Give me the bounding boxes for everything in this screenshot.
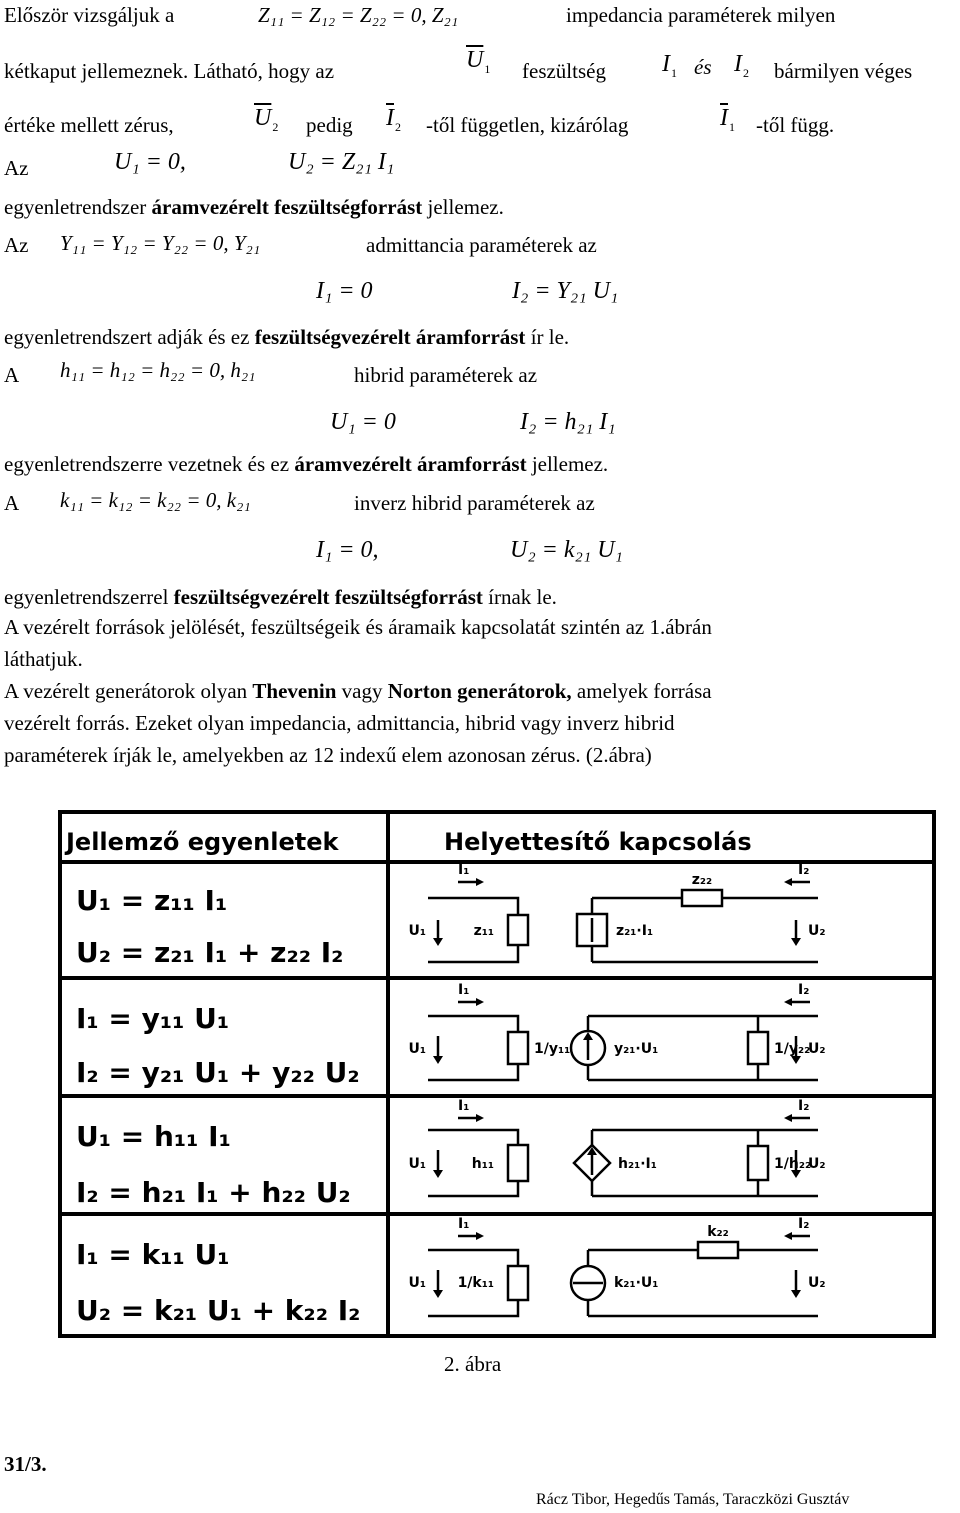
p1-equation-a: U₁ = 0, — [114, 149, 186, 175]
row-k-source-label: k₂₁·U₁ — [614, 1275, 659, 1291]
p3-equation-a: U₁ = 0 — [330, 409, 396, 435]
row-y-v2: U₂ — [808, 1041, 826, 1057]
figure-row-z — [76, 862, 826, 969]
p6-line1 — [4, 679, 712, 703]
equivalent-circuit-figure — [58, 810, 936, 1338]
p3-math: h₁₁ = h₁₂ = h₂₂ = 0, h₂₁ — [60, 358, 256, 382]
row-h-right-label: 1/h₂₂ — [774, 1156, 812, 1172]
p1-pedig: pedig — [306, 113, 353, 137]
p1-i2b-symbol: $\overline{I}_2$ — [386, 105, 401, 134]
row-z-left-label: z₁₁ — [473, 923, 494, 939]
row-y-source-label: y₂₁·U₁ — [614, 1041, 659, 1057]
p1-line1-prefix: Először vizsgáljuk a — [4, 3, 175, 27]
row-z-v1: U₁ — [408, 923, 426, 939]
row-z-source-label: z₂₁·I₁ — [616, 923, 654, 939]
p1-line1-math: Z₁₁ = Z₁₂ = Z₂₂ = 0, Z₂₁ — [258, 3, 459, 27]
row-k-eq1: I₁ = k₁₁ U₁ — [76, 1238, 230, 1271]
row-h-v1: U₁ — [408, 1156, 426, 1172]
row-y-i2: I₂ — [798, 982, 810, 998]
row-h-v2: U₂ — [808, 1156, 826, 1172]
row-k-i2: I₂ — [798, 1216, 810, 1232]
row-y-right-label: 1/y₂₂ — [774, 1041, 811, 1057]
row-y-i1: I₁ — [458, 982, 470, 998]
row-k-i1: I₁ — [458, 1216, 470, 1232]
p2-equation-a: I₁ = 0 — [316, 278, 373, 304]
p1-i1-symbol: $I_1$ — [662, 51, 677, 80]
p3-equation-b: I₂ = h₂₁ I₁ — [520, 409, 616, 435]
p6-thevenin: Thevenin — [252, 679, 337, 703]
row-z-eq1: U₁ = z₁₁ I₁ — [76, 884, 228, 917]
p6-line3: paraméterek írják le, amelyekben az 12 indexű elem azonosan zérus. (2.ábra) — [4, 743, 652, 767]
p4-conclusion-post: írnak le. — [488, 585, 557, 609]
figure-row-h — [76, 1098, 826, 1209]
row-y-eq2: I₂ = y₂₁ U₁ + y₂₂ U₂ — [76, 1056, 360, 1089]
row-h-eq2: I₂ = h₂₁ I₁ + h₂₂ U₂ — [76, 1176, 351, 1209]
p2-conclusion-post: ír le. — [530, 325, 570, 349]
p2-az: Az — [4, 233, 29, 257]
row-h-i2: I₂ — [798, 1098, 810, 1114]
row-h-i1: I₁ — [458, 1098, 470, 1114]
figure-left-header: Jellemző egyenletek — [66, 828, 339, 856]
row-k-v2: U₂ — [808, 1275, 826, 1291]
p3-conclusion-post: jellemez. — [531, 452, 609, 476]
p4-equation-a: I₁ = 0, — [316, 537, 379, 563]
figure-row-k — [76, 1216, 826, 1327]
p1-line2-prefix: kétkaput jellemeznek. Látható, hogy az — [4, 59, 335, 83]
p6-line2: vezérelt forrás. Ezeket olyan impedancia, admittancia, hibrid vagy inverz hibrid — [4, 711, 675, 735]
p1-line2-suffix: bármilyen véges — [774, 59, 913, 83]
p5-line2: láthatjuk. — [4, 647, 83, 671]
p6-norton: Norton generátorok, — [387, 679, 572, 703]
row-k-eq2: U₂ = k₂₁ U₁ + k₂₂ I₂ — [76, 1294, 361, 1327]
p4-a: A — [4, 491, 20, 515]
p2-conclusion — [4, 325, 569, 349]
p4-suffix: inverz hibrid paraméterek az — [354, 491, 595, 515]
row-k-v1: U₁ — [408, 1275, 426, 1291]
p4-math: k₁₁ = k₁₂ = k₂₂ = 0, k₂₁ — [60, 488, 251, 512]
figure-caption: 2. ábra — [444, 1352, 502, 1376]
row-k-left-label: 1/k₁₁ — [457, 1275, 494, 1291]
row-h-left-label: h₁₁ — [471, 1156, 494, 1172]
p1-i2-symbol: $I_2$ — [734, 51, 749, 80]
row-y-v1: U₁ — [408, 1041, 426, 1057]
p6-line1-mid: vagy — [341, 679, 383, 703]
p4-conclusion — [4, 585, 557, 609]
p1-u1-symbol: $\overline{U}_1$ — [466, 47, 491, 76]
p1-conclusion-post: jellemez. — [427, 195, 504, 219]
p1-line3-mid: -től független, kizárólag — [426, 113, 629, 137]
p1-line1-suffix: impedancia paraméterek milyen — [566, 3, 836, 27]
p1-line2-mid: feszültség — [522, 59, 606, 83]
p1-i1b-symbol: $\overline{I}_1$ — [720, 105, 735, 134]
row-z-i2: I₂ — [798, 862, 810, 878]
row-y-eq1: I₁ = y₁₁ U₁ — [76, 1002, 230, 1035]
p4-equation-b: U₂ = k₂₁ U₁ — [510, 537, 623, 563]
footer-authors: Rácz Tibor, Hegedűs Tamás, Taraczközi Gusztáv — [536, 1491, 850, 1508]
p1-conclusion — [4, 195, 504, 219]
row-z-right-label: z₂₂ — [691, 872, 713, 888]
p3-suffix: hibrid paraméterek az — [354, 363, 538, 387]
p1-line3-prefix: értéke mellett zérus, — [4, 113, 174, 137]
page-number: 31/3. — [4, 1452, 47, 1476]
p5-line1: A vezérelt források jelölését, feszültségeik és áramaik kapcsolatát szintén az 1.ábrán — [4, 615, 712, 639]
p2-conclusion-bold: feszültségvezérelt áramforrást — [254, 325, 526, 349]
p1-conclusion-bold: áramvezérelt feszültségforrást — [151, 195, 423, 219]
p3-conclusion — [4, 452, 608, 476]
figure-row-y — [76, 982, 826, 1089]
row-h-eq1: U₁ = h₁₁ I₁ — [76, 1120, 231, 1153]
p3-conclusion-pre: egyenletrendszerre vezetnek és ez — [4, 452, 290, 476]
p3-conclusion-bold: áramvezérelt áramforrást — [294, 452, 527, 476]
figure-right-header: Helyettesítő kapcsolás — [444, 828, 752, 856]
row-z-v2: U₂ — [808, 923, 826, 939]
row-z-eq2: U₂ = z₂₁ I₁ + z₂₂ I₂ — [76, 936, 344, 969]
p1-conclusion-pre: egyenletrendszer — [4, 195, 147, 219]
p3-a: A — [4, 363, 20, 387]
row-h-source-label: h₂₁·I₁ — [618, 1156, 657, 1172]
row-z-i1: I₁ — [458, 862, 470, 878]
p2-conclusion-pre: egyenletrendszert adják és ez — [4, 325, 250, 349]
p1-line3-suffix: -től függ. — [756, 113, 835, 137]
p2-suffix: admittancia paraméterek az — [366, 233, 597, 257]
p1-es: és — [694, 55, 712, 79]
p1-u2-symbol: $\overline{U}_2$ — [254, 105, 279, 134]
p1-equation-b: U₂ = Z₂₁ I₁ — [288, 149, 395, 175]
row-y-left-label: 1/y₁₁ — [534, 1041, 571, 1057]
p2-equation-b: I₂ = Y₂₁ U₁ — [512, 278, 619, 304]
p6-line1-post: amelyek forrása — [576, 679, 712, 703]
row-k-right-label: k₂₂ — [707, 1224, 729, 1240]
p6-line1-pre: A vezérelt generátorok olyan — [4, 679, 248, 703]
p4-conclusion-pre: egyenletrendszerrel — [4, 585, 169, 609]
p2-math: Y₁₁ = Y₁₂ = Y₂₂ = 0, Y₂₁ — [60, 231, 261, 255]
p1-az: Az — [4, 156, 29, 180]
p4-conclusion-bold: feszültségvezérelt feszültségforrást — [173, 585, 483, 609]
